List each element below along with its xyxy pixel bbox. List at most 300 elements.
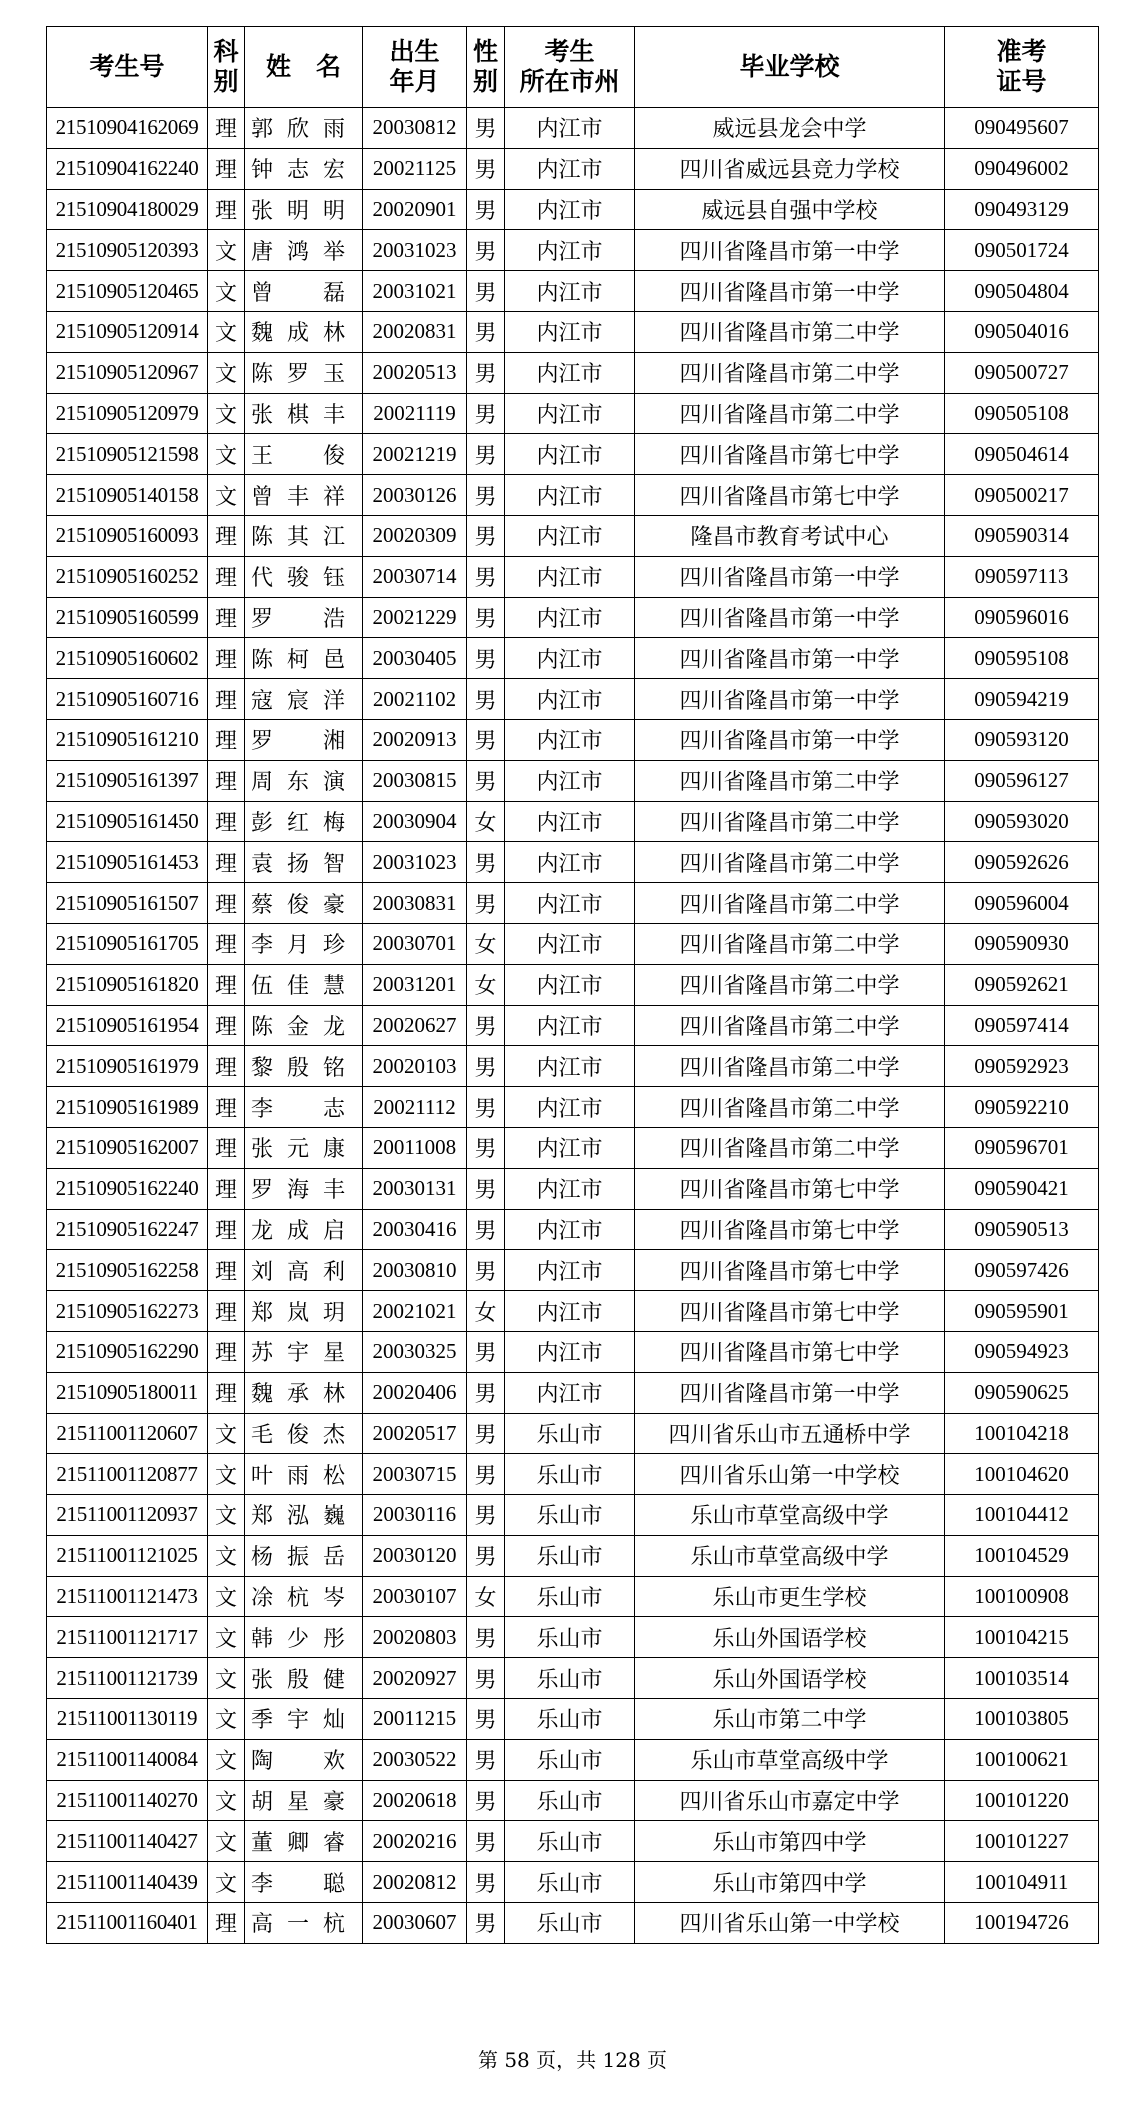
table-row <box>47 1658 1099 1699</box>
exam-id-cell: 21510905161397 <box>47 760 208 801</box>
name-cell: 陈其江 <box>245 515 363 556</box>
gender-cell: 男 <box>467 1046 505 1087</box>
subject-cell: 理 <box>208 556 245 597</box>
city-cell: 内江市 <box>505 801 635 842</box>
ticket-cell: 090592621 <box>945 964 1099 1005</box>
school-cell: 四川省隆昌市第二中学 <box>635 760 945 801</box>
subject-cell: 理 <box>208 189 245 230</box>
table-row <box>47 434 1099 475</box>
gender-cell: 男 <box>467 1331 505 1372</box>
birth-cell: 20021021 <box>363 1291 467 1332</box>
ticket-cell: 100104620 <box>945 1454 1099 1495</box>
birth-cell: 20020513 <box>363 352 467 393</box>
table-row <box>47 1209 1099 1250</box>
exam-id-cell: 21510905160093 <box>47 515 208 556</box>
school-cell: 四川省隆昌市第七中学 <box>635 1209 945 1250</box>
gender-cell: 男 <box>467 760 505 801</box>
gender-cell: 男 <box>467 148 505 189</box>
school-cell: 乐山外国语学校 <box>635 1617 945 1658</box>
ticket-cell: 090594219 <box>945 679 1099 720</box>
ticket-cell: 100104529 <box>945 1535 1099 1576</box>
table-row <box>47 964 1099 1005</box>
ticket-cell: 090590625 <box>945 1372 1099 1413</box>
gender-cell: 男 <box>467 1005 505 1046</box>
name-cell: 郑泓巍 <box>245 1495 363 1536</box>
birth-cell: 20020309 <box>363 515 467 556</box>
school-cell: 四川省隆昌市第一中学 <box>635 597 945 638</box>
subject-cell: 理 <box>208 1127 245 1168</box>
gender-cell: 男 <box>467 1739 505 1780</box>
table-row <box>47 1535 1099 1576</box>
table-row <box>47 271 1099 312</box>
name-cell: 魏承林 <box>245 1372 363 1413</box>
city-cell: 内江市 <box>505 638 635 679</box>
exam-id-cell: 21511001130119 <box>47 1699 208 1740</box>
school-cell: 四川省隆昌市第二中学 <box>635 1127 945 1168</box>
birth-cell: 20021102 <box>363 679 467 720</box>
table-row <box>47 842 1099 883</box>
birth-cell: 20020517 <box>363 1413 467 1454</box>
table-row <box>47 1903 1099 1944</box>
school-cell: 四川省隆昌市第二中学 <box>635 1005 945 1046</box>
table-row <box>47 352 1099 393</box>
subject-cell: 理 <box>208 1087 245 1128</box>
name-cell: 寇宸洋 <box>245 679 363 720</box>
exam-id-cell: 21510905161507 <box>47 883 208 924</box>
city-cell: 乐山市 <box>505 1699 635 1740</box>
exam-id-cell: 21510905161954 <box>47 1005 208 1046</box>
city-cell: 内江市 <box>505 1005 635 1046</box>
birth-cell: 20030107 <box>363 1576 467 1617</box>
exam-id-cell: 21510905162290 <box>47 1331 208 1372</box>
name-cell: 陈罗玉 <box>245 352 363 393</box>
name-cell: 韩少彤 <box>245 1617 363 1658</box>
birth-cell: 20030116 <box>363 1495 467 1536</box>
exam-id-cell: 21510905120979 <box>47 393 208 434</box>
birth-cell: 20031201 <box>363 964 467 1005</box>
table-header-row <box>47 27 1099 108</box>
school-cell: 四川省乐山市嘉定中学 <box>635 1780 945 1821</box>
birth-cell: 20030714 <box>363 556 467 597</box>
name-cell: 罗 浩 <box>245 597 363 638</box>
name-cell: 罗 湘 <box>245 719 363 760</box>
school-cell: 四川省隆昌市第一中学 <box>635 271 945 312</box>
exam-id-cell: 21510905160252 <box>47 556 208 597</box>
exam-id-cell: 21511001140439 <box>47 1862 208 1903</box>
page-footer: 第 58 页，共 128 页 <box>477 2048 668 2072</box>
school-cell: 隆昌市教育考试中心 <box>635 515 945 556</box>
ticket-cell: 090504016 <box>945 311 1099 352</box>
ticket-cell: 090596701 <box>945 1127 1099 1168</box>
subject-cell: 文 <box>208 393 245 434</box>
subject-cell: 理 <box>208 1372 245 1413</box>
city-cell: 内江市 <box>505 1331 635 1372</box>
exam-id-cell: 21510904162069 <box>47 108 208 149</box>
gender-cell: 男 <box>467 475 505 516</box>
gender-cell: 男 <box>467 1250 505 1291</box>
gender-cell: 男 <box>467 1535 505 1576</box>
school-cell: 乐山市第四中学 <box>635 1821 945 1862</box>
city-cell: 乐山市 <box>505 1495 635 1536</box>
subject-cell: 理 <box>208 638 245 679</box>
subject-cell: 理 <box>208 719 245 760</box>
header-ticket <box>945 27 1099 108</box>
birth-cell: 20020927 <box>363 1658 467 1699</box>
birth-cell: 20030701 <box>363 923 467 964</box>
city-cell: 内江市 <box>505 1168 635 1209</box>
exam-id-cell: 21511001120607 <box>47 1413 208 1454</box>
ticket-cell: 090596127 <box>945 760 1099 801</box>
ticket-cell: 100104215 <box>945 1617 1099 1658</box>
city-cell: 内江市 <box>505 393 635 434</box>
subject-cell: 理 <box>208 1046 245 1087</box>
birth-cell: 20021125 <box>363 148 467 189</box>
city-cell: 内江市 <box>505 842 635 883</box>
subject-cell: 理 <box>208 1291 245 1332</box>
city-cell: 内江市 <box>505 271 635 312</box>
exam-id-cell: 21510905161979 <box>47 1046 208 1087</box>
name-cell: 刘高利 <box>245 1250 363 1291</box>
header-ticket-line: 证号 <box>996 67 1047 96</box>
birth-cell: 20030810 <box>363 1250 467 1291</box>
header-city <box>505 27 635 108</box>
city-cell: 乐山市 <box>505 1454 635 1495</box>
gender-cell: 女 <box>467 801 505 842</box>
exam-id-cell: 21510905161453 <box>47 842 208 883</box>
name-cell: 王 俊 <box>245 434 363 475</box>
ticket-cell: 090596004 <box>945 883 1099 924</box>
exam-id-cell: 21510905140158 <box>47 475 208 516</box>
exam-id-cell: 21510905160602 <box>47 638 208 679</box>
birth-cell: 20021119 <box>363 393 467 434</box>
name-cell: 季宇灿 <box>245 1699 363 1740</box>
city-cell: 内江市 <box>505 352 635 393</box>
gender-cell: 男 <box>467 1087 505 1128</box>
ticket-cell: 090590930 <box>945 923 1099 964</box>
table-body <box>47 108 1099 1944</box>
table-row <box>47 1576 1099 1617</box>
ticket-cell: 100101227 <box>945 1821 1099 1862</box>
name-cell: 李 志 <box>245 1087 363 1128</box>
city-cell: 内江市 <box>505 923 635 964</box>
gender-cell: 男 <box>467 1127 505 1168</box>
gender-cell: 男 <box>467 1372 505 1413</box>
school-cell: 四川省隆昌市第七中学 <box>635 475 945 516</box>
school-cell: 威远县龙会中学 <box>635 108 945 149</box>
city-cell: 乐山市 <box>505 1576 635 1617</box>
ticket-cell: 100100908 <box>945 1576 1099 1617</box>
school-cell: 四川省隆昌市第二中学 <box>635 1087 945 1128</box>
header-gender-line: 别 <box>472 67 498 96</box>
header-city-line: 考生 <box>544 37 595 66</box>
table-row <box>47 760 1099 801</box>
city-cell: 内江市 <box>505 760 635 801</box>
school-cell: 四川省威远县竞力学校 <box>635 148 945 189</box>
city-cell: 乐山市 <box>505 1821 635 1862</box>
ticket-cell: 090493129 <box>945 189 1099 230</box>
school-cell: 四川省隆昌市第一中学 <box>635 230 945 271</box>
ticket-cell: 090595108 <box>945 638 1099 679</box>
city-cell: 内江市 <box>505 1372 635 1413</box>
ticket-cell: 090496002 <box>945 148 1099 189</box>
city-cell: 乐山市 <box>505 1903 635 1944</box>
exam-id-cell: 21511001140270 <box>47 1780 208 1821</box>
header-exam-id <box>47 27 208 108</box>
gender-cell: 男 <box>467 230 505 271</box>
table-row <box>47 1087 1099 1128</box>
gender-cell: 男 <box>467 271 505 312</box>
name-cell: 唐鸿举 <box>245 230 363 271</box>
city-cell: 乐山市 <box>505 1535 635 1576</box>
table-row <box>47 597 1099 638</box>
table-row <box>47 1862 1099 1903</box>
table-row <box>47 311 1099 352</box>
school-cell: 四川省隆昌市第一中学 <box>635 556 945 597</box>
birth-cell: 20030715 <box>363 1454 467 1495</box>
subject-cell: 理 <box>208 801 245 842</box>
ticket-cell: 090595901 <box>945 1291 1099 1332</box>
exam-id-cell: 21511001121739 <box>47 1658 208 1699</box>
birth-cell: 20020103 <box>363 1046 467 1087</box>
subject-cell: 文 <box>208 271 245 312</box>
birth-cell: 20030904 <box>363 801 467 842</box>
subject-cell: 理 <box>208 923 245 964</box>
subject-cell: 文 <box>208 1413 245 1454</box>
exam-id-cell: 21510905162007 <box>47 1127 208 1168</box>
ticket-cell: 100103514 <box>945 1658 1099 1699</box>
birth-cell: 20020618 <box>363 1780 467 1821</box>
gender-cell: 男 <box>467 842 505 883</box>
city-cell: 内江市 <box>505 1087 635 1128</box>
name-cell: 陈柯邑 <box>245 638 363 679</box>
city-cell: 内江市 <box>505 148 635 189</box>
ticket-cell: 090592210 <box>945 1087 1099 1128</box>
city-cell: 乐山市 <box>505 1739 635 1780</box>
name-cell: 彭红梅 <box>245 801 363 842</box>
subject-cell: 文 <box>208 1454 245 1495</box>
city-cell: 内江市 <box>505 964 635 1005</box>
school-cell: 四川省隆昌市第七中学 <box>635 1168 945 1209</box>
school-cell: 乐山市草堂高级中学 <box>635 1739 945 1780</box>
table-row <box>47 1413 1099 1454</box>
school-cell: 四川省乐山第一中学校 <box>635 1903 945 1944</box>
name-cell: 李 聪 <box>245 1862 363 1903</box>
school-cell: 四川省乐山第一中学校 <box>635 1454 945 1495</box>
exam-id-cell: 21511001121717 <box>47 1617 208 1658</box>
birth-cell: 20020812 <box>363 1862 467 1903</box>
name-cell: 龙成启 <box>245 1209 363 1250</box>
city-cell: 内江市 <box>505 515 635 556</box>
birth-cell: 20030522 <box>363 1739 467 1780</box>
school-cell: 四川省隆昌市第七中学 <box>635 1331 945 1372</box>
ticket-cell: 100104218 <box>945 1413 1099 1454</box>
header-subject-line: 别 <box>213 67 239 96</box>
subject-cell: 理 <box>208 964 245 1005</box>
city-cell: 内江市 <box>505 189 635 230</box>
subject-cell: 理 <box>208 148 245 189</box>
gender-cell: 女 <box>467 964 505 1005</box>
table-row <box>47 1739 1099 1780</box>
table-row <box>47 1821 1099 1862</box>
city-cell: 内江市 <box>505 597 635 638</box>
exam-id-cell: 21511001121473 <box>47 1576 208 1617</box>
header-name-line: 姓 名 <box>265 52 341 81</box>
name-cell: 伍佳慧 <box>245 964 363 1005</box>
subject-cell: 理 <box>208 108 245 149</box>
ticket-cell: 100103805 <box>945 1699 1099 1740</box>
birth-cell: 20030831 <box>363 883 467 924</box>
gender-cell: 男 <box>467 515 505 556</box>
gender-cell: 男 <box>467 1413 505 1454</box>
birth-cell: 20031023 <box>363 230 467 271</box>
subject-cell: 理 <box>208 842 245 883</box>
school-cell: 四川省隆昌市第二中学 <box>635 352 945 393</box>
header-school <box>635 27 945 108</box>
name-cell: 毛俊杰 <box>245 1413 363 1454</box>
name-cell: 魏成林 <box>245 311 363 352</box>
exam-id-cell: 21511001140427 <box>47 1821 208 1862</box>
birth-cell: 20020406 <box>363 1372 467 1413</box>
birth-cell: 20030815 <box>363 760 467 801</box>
school-cell: 乐山市草堂高级中学 <box>635 1495 945 1536</box>
ticket-cell: 100104412 <box>945 1495 1099 1536</box>
ticket-cell: 090495607 <box>945 108 1099 149</box>
table-row <box>47 638 1099 679</box>
exam-id-cell: 21511001121025 <box>47 1535 208 1576</box>
table-row <box>47 1127 1099 1168</box>
subject-cell: 理 <box>208 1005 245 1046</box>
subject-cell: 文 <box>208 311 245 352</box>
subject-cell: 文 <box>208 1780 245 1821</box>
birth-cell: 20030120 <box>363 1535 467 1576</box>
gender-cell: 男 <box>467 352 505 393</box>
exam-id-cell: 21510905162258 <box>47 1250 208 1291</box>
school-cell: 四川省隆昌市第二中学 <box>635 1046 945 1087</box>
exam-id-cell: 21510905162240 <box>47 1168 208 1209</box>
subject-cell: 文 <box>208 1495 245 1536</box>
table-row <box>47 393 1099 434</box>
exam-id-cell: 21511001120877 <box>47 1454 208 1495</box>
city-cell: 内江市 <box>505 1127 635 1168</box>
birth-cell: 20030325 <box>363 1331 467 1372</box>
ticket-cell: 090590513 <box>945 1209 1099 1250</box>
table-row <box>47 1005 1099 1046</box>
city-cell: 内江市 <box>505 1250 635 1291</box>
ticket-cell: 090597414 <box>945 1005 1099 1046</box>
subject-cell: 理 <box>208 760 245 801</box>
school-cell: 乐山市草堂高级中学 <box>635 1535 945 1576</box>
birth-cell: 20030607 <box>363 1903 467 1944</box>
table-row <box>47 1617 1099 1658</box>
ticket-cell: 100194726 <box>945 1903 1099 1944</box>
birth-cell: 20021219 <box>363 434 467 475</box>
subject-cell: 理 <box>208 1168 245 1209</box>
exam-id-cell: 21510905120914 <box>47 311 208 352</box>
name-cell: 钟志宏 <box>245 148 363 189</box>
table-row <box>47 1780 1099 1821</box>
birth-cell: 20011215 <box>363 1699 467 1740</box>
school-cell: 威远县自强中学校 <box>635 189 945 230</box>
school-cell: 四川省隆昌市第二中学 <box>635 842 945 883</box>
subject-cell: 文 <box>208 434 245 475</box>
school-cell: 四川省隆昌市第二中学 <box>635 311 945 352</box>
city-cell: 内江市 <box>505 108 635 149</box>
admission-list-table <box>46 26 1099 1944</box>
city-cell: 乐山市 <box>505 1413 635 1454</box>
name-cell: 张明明 <box>245 189 363 230</box>
subject-cell: 文 <box>208 1658 245 1699</box>
table-row <box>47 801 1099 842</box>
table-row <box>47 475 1099 516</box>
city-cell: 内江市 <box>505 719 635 760</box>
name-cell: 黎殷铭 <box>245 1046 363 1087</box>
exam-id-cell: 21511001120937 <box>47 1495 208 1536</box>
exam-id-cell: 21510905160599 <box>47 597 208 638</box>
gender-cell: 男 <box>467 1780 505 1821</box>
ticket-cell: 090593120 <box>945 719 1099 760</box>
school-cell: 四川省隆昌市第二中学 <box>635 393 945 434</box>
gender-cell: 男 <box>467 1168 505 1209</box>
table-row <box>47 556 1099 597</box>
subject-cell: 文 <box>208 230 245 271</box>
gender-cell: 男 <box>467 1862 505 1903</box>
birth-cell: 20011008 <box>363 1127 467 1168</box>
ticket-cell: 090501724 <box>945 230 1099 271</box>
gender-cell: 男 <box>467 719 505 760</box>
name-cell: 陈金龙 <box>245 1005 363 1046</box>
table-row <box>47 515 1099 556</box>
city-cell: 内江市 <box>505 556 635 597</box>
subject-cell: 文 <box>208 352 245 393</box>
birth-cell: 20021229 <box>363 597 467 638</box>
school-cell: 四川省隆昌市第一中学 <box>635 679 945 720</box>
subject-cell: 文 <box>208 1821 245 1862</box>
ticket-cell: 100101220 <box>945 1780 1099 1821</box>
ticket-cell: 090592923 <box>945 1046 1099 1087</box>
school-cell: 四川省隆昌市第二中学 <box>635 801 945 842</box>
birth-cell: 20030131 <box>363 1168 467 1209</box>
gender-cell: 男 <box>467 393 505 434</box>
table-row <box>47 1046 1099 1087</box>
exam-id-cell: 21510905161210 <box>47 719 208 760</box>
name-cell: 曾 磊 <box>245 271 363 312</box>
name-cell: 罗海丰 <box>245 1168 363 1209</box>
exam-id-cell: 21510905180011 <box>47 1372 208 1413</box>
header-birth-line: 年月 <box>389 67 440 96</box>
city-cell: 内江市 <box>505 883 635 924</box>
header-birth <box>363 27 467 108</box>
school-cell: 四川省隆昌市第二中学 <box>635 964 945 1005</box>
name-cell: 张元康 <box>245 1127 363 1168</box>
school-cell: 四川省隆昌市第一中学 <box>635 1372 945 1413</box>
ticket-cell: 090505108 <box>945 393 1099 434</box>
city-cell: 内江市 <box>505 311 635 352</box>
header-city-line: 所在市州 <box>519 67 620 96</box>
ticket-cell: 090596016 <box>945 597 1099 638</box>
table-row <box>47 1495 1099 1536</box>
gender-cell: 男 <box>467 1903 505 1944</box>
school-cell: 四川省乐山市五通桥中学 <box>635 1413 945 1454</box>
subject-cell: 理 <box>208 679 245 720</box>
birth-cell: 20030416 <box>363 1209 467 1250</box>
header-gender <box>467 27 505 108</box>
gender-cell: 男 <box>467 1658 505 1699</box>
exam-id-cell: 21510905161705 <box>47 923 208 964</box>
header-subject <box>208 27 245 108</box>
exam-id-cell: 21510905120967 <box>47 352 208 393</box>
birth-cell: 20020901 <box>363 189 467 230</box>
name-cell: 张殷健 <box>245 1658 363 1699</box>
